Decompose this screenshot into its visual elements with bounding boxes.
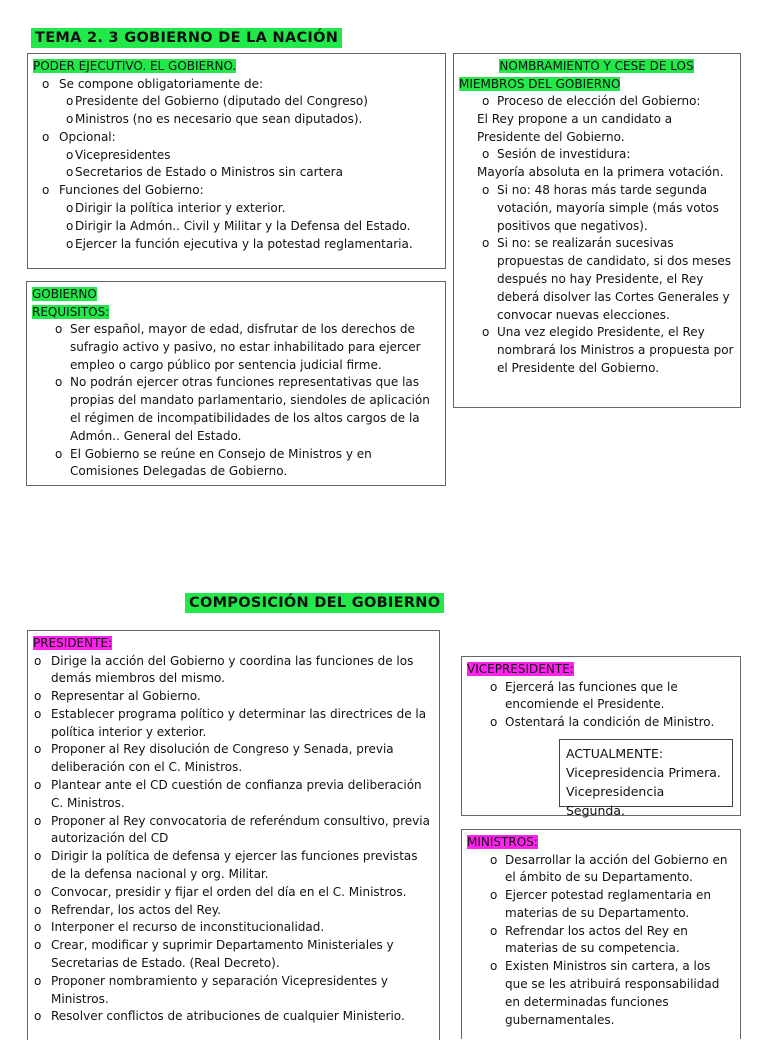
list-item: o Si no: se realizarán sucesivas propuestas de candidato, si dos meses después no hay Presidente, el Rey deberá disolver las Cortes Generales y convocar nuevas elecciones. bbox=[459, 235, 734, 324]
nombramiento-box: NOMBRAMIENTO Y CESE DE LOS MIEMBROS DEL GOBIERNO o Proceso de elección del Gobierno: El Rey propone a un candidato a Presidente del Gobierno. o Sesión de investidura: Mayoría absoluta en la primera votación. o Si no: 48 horas más tarde segunda votación, mayoría simple (más votos positivos que negativos). o Si no: se realizarán sucesivas propuestas de candidato, si dos meses después no hay Presidente, el Rey deberá disolver las Cortes Generales y convocar nuevas elecciones. o Una vez elegido Presidente, el Rey nombrará los Ministros a propuesta por el Presidente del Gobierno. bbox=[453, 53, 741, 408]
list-item: o Vicepresidentes bbox=[66, 147, 171, 162]
list-item: o Si no: 48 horas más tarde segunda votación, mayoría simple (más votos positivos que negativos). bbox=[459, 182, 734, 235]
nombramiento-text: El Rey propone a un candidato a Presidente del Gobierno. bbox=[477, 111, 673, 144]
presidente-box bbox=[27, 630, 440, 1040]
list-item: o Proceso de elección del Gobierno: bbox=[459, 93, 734, 111]
actualmente-label: ACTUALMENTE: bbox=[566, 746, 664, 761]
list-item: Vicepresidencia Primera. bbox=[566, 765, 721, 780]
poder-ejecutivo-box bbox=[27, 53, 446, 269]
list-item: o Resolver conflictos de atribuciones de cualquier Ministerio. bbox=[33, 1008, 433, 1026]
list-item: o Ejercer potestad reglamentaria en materias de su Departamento. bbox=[467, 887, 734, 923]
list-item: o Crear, modificar y suprimir Departamento Ministeriales y Secretarias de Estado. (Real Decreto). bbox=[33, 937, 433, 973]
vicepresidente-header: VICEPRESIDENTE: bbox=[467, 662, 574, 676]
requisitos-box: GOBIERNO REQUISITOS: o Ser español, mayor de edad, disfrutar de los derechos de sufragio activo y pasivo, no estar inhabilitado para ejercer empleo o cargo público por sentencia judicial firme. o No podrán ejercer otras funciones representativas que las propias del mandato parlamentario, siendoles de aplicación el régimen de incompatibilidades de los altos cargos de la Admón.. General del Estado. o El Gobierno se reúne en Consejo de Ministros y en Comisiones Delegadas de Gobierno. bbox=[26, 281, 446, 486]
list-item: o Desarrollar la acción del Gobierno en el ámbito de su Departamento. bbox=[467, 852, 734, 888]
list-item: o Plantear ante el CD cuestión de confianza previa deliberación C. Ministros. bbox=[33, 777, 433, 813]
page-title: TEMA 2. 3 GOBIERNO DE LA NACIÓN bbox=[31, 28, 342, 48]
list-item: o Dirigir la política interior y exterior. bbox=[66, 201, 286, 216]
ejecutivo-list bbox=[33, 76, 439, 254]
list-item: o Convocar, presidir y fijar el orden del día en el C. Ministros. bbox=[33, 884, 433, 902]
list-item: o Dirige la acción del Gobierno y coordina las funciones de los demás miembros del mismo. bbox=[33, 653, 433, 689]
list-item: o Existen Ministros sin cartera, a los que se les atribuirá responsabilidad en determinadas funciones gubernamentales. bbox=[467, 958, 734, 1029]
ministros-header: MINISTROS: bbox=[467, 835, 538, 849]
list-item: o Se compone obligatoriamente de: o Presidente del Gobierno (diputado del Congreso) o Ministros (no es necesario que sean diputados). bbox=[33, 76, 439, 129]
list-item: Vicepresidencia Segunda. bbox=[566, 784, 665, 818]
list-item: o Secretarios de Estado o Ministros sin cartera bbox=[66, 165, 343, 180]
list-item: o Ejercer la función ejecutiva y la potestad reglamentaria. bbox=[66, 236, 413, 251]
poder-ejecutivo-header: PODER EJECUTIVO. EL GOBIERNO. bbox=[33, 59, 237, 73]
list-item: o Opcional: o Vicepresidentes o Secretarios de Estado o Ministros sin cartera bbox=[33, 129, 439, 182]
list-item: o Refrendar los actos del Rey en materias de su competencia. bbox=[467, 923, 734, 959]
list-item: o Ministros (no es necesario que sean diputados). bbox=[66, 112, 363, 127]
list-item: o Interponer el recurso de inconstitucionalidad. bbox=[33, 919, 433, 937]
list-item: o Ostentará la condición de Ministro. bbox=[467, 714, 734, 732]
list-item: o Establecer programa político y determinar las directrices de la política interior y exterior. bbox=[33, 706, 433, 742]
list-item: o Representar al Gobierno. bbox=[33, 688, 433, 706]
list-item: o Proponer al Rey convocatoria de referéndum consultivo, previa autorización del CD bbox=[33, 813, 433, 849]
nombramiento-text: Mayoría absoluta en la primera votación. bbox=[477, 165, 724, 180]
list-item: o Funciones del Gobierno: o Dirigir la política interior y exterior. o Dirigir la Admón.. Civil y Militar y la Defensa del Estado. o Ejercer la función ejecutiva y la potestad reglamentaria. bbox=[33, 182, 439, 253]
list-item: o Dirigir la política de defensa y ejercer las funciones previstas de la defensa nacional y org. Militar. bbox=[33, 848, 433, 884]
list-item: o El Gobierno se reúne en Consejo de Ministros y en Comisiones Delegadas de Gobierno. bbox=[32, 446, 439, 482]
requisitos-header: GOBIERNO bbox=[32, 287, 97, 301]
list-item: o Proponer nombramiento y separación Vicepresidentes y Ministros. bbox=[33, 973, 433, 1009]
list-item: o No podrán ejercer otras funciones representativas que las propias del mandato parlamentario, siendoles de aplicación el régimen de incompatibilidades de los altos cargos de la Admón.. General del Estado. bbox=[32, 374, 439, 445]
actualmente-box bbox=[559, 739, 733, 818]
list-item: o Ejercerá las funciones que le encomiende el Presidente. bbox=[467, 679, 734, 715]
nombramiento-header: NOMBRAMIENTO Y CESE DE LOS bbox=[499, 59, 694, 73]
list-item: o Dirigir la Admón.. Civil y Militar y la Defensa del Estado. bbox=[66, 218, 411, 233]
ministros-box bbox=[461, 829, 741, 1039]
presidente-header: PRESIDENTE: bbox=[33, 636, 113, 650]
section-title: COMPOSICIÓN DEL GOBIERNO bbox=[185, 593, 444, 613]
list-item: o Proponer al Rey disolución de Congreso y Senada, previa deliberación con el C. Ministros. bbox=[33, 741, 433, 777]
list-item: o Presidente del Gobierno (diputado del Congreso) bbox=[66, 94, 368, 109]
list-item: o Una vez elegido Presidente, el Rey nombrará los Ministros a propuesta por el Presidente del Gobierno. bbox=[459, 324, 734, 377]
list-item: o Sesión de investidura: bbox=[459, 146, 734, 164]
list-item: o Ser español, mayor de edad, disfrutar de los derechos de sufragio activo y pasivo, no estar inhabilitado para ejercer empleo o cargo público por sentencia judicial firme. bbox=[32, 321, 439, 374]
list-item: o Refrendar, los actos del Rey. bbox=[33, 902, 433, 920]
